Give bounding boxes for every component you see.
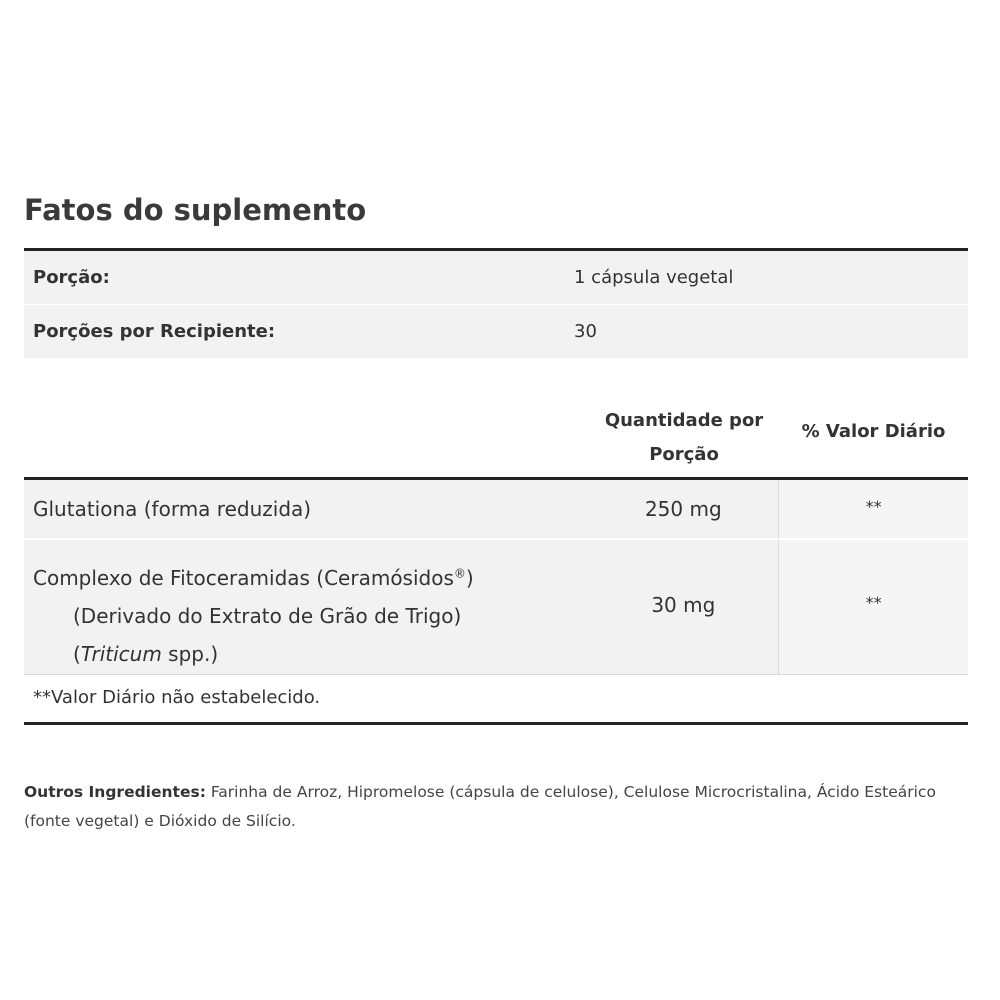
daily-value-footnote: **Valor Diário não estabelecido. — [24, 674, 968, 722]
serving-size-row — [24, 251, 968, 305]
serving-size-label: Porção: — [33, 267, 110, 288]
name-line3-rest: spp.) — [161, 641, 219, 666]
scientific-name: Triticum — [80, 641, 162, 666]
page-title: Fatos do suplemento — [24, 193, 367, 227]
servings-per-container-label: Porções por Recipiente: — [33, 321, 276, 342]
servings-per-container-value: 30 — [574, 321, 597, 342]
nutrient-amount: 30 mg — [651, 593, 716, 617]
amount-per-serving-header — [589, 404, 779, 472]
other-ingredients-text: Farinha de Arroz, Hipromelose (cápsula de celulose), Celulose Microcristalina, Ácido Esteárico (fonte vegetal) e Dióxido de Silício. — [24, 782, 936, 830]
registered-mark: ® — [453, 566, 466, 580]
amount-header-line2: Porção — [649, 444, 719, 465]
table-row — [24, 540, 968, 674]
nutrient-daily-value: ** — [778, 540, 968, 674]
name-line1-text: Complexo de Fitoceramidas (Ceramósidos — [33, 565, 454, 590]
serving-table — [24, 248, 968, 359]
other-ingredients — [24, 778, 974, 836]
nutrient-name-line1 — [33, 566, 474, 590]
name-line1-end: ) — [465, 565, 474, 590]
nutrient-name — [24, 540, 588, 674]
nutrient-name: Glutationa (forma reduzida) — [33, 497, 312, 521]
nutrient-daily-value: ** — [778, 480, 968, 538]
serving-size-value: 1 cápsula vegetal — [574, 267, 734, 288]
nutrient-table — [24, 477, 968, 725]
nutrient-name-line2: (Derivado do Extrato de Grão de Trigo) — [73, 603, 462, 628]
nutrient-name-line3 — [33, 635, 588, 673]
daily-value-header: % Valor Diário — [801, 421, 946, 442]
name-line3-open: ( — [73, 641, 81, 666]
amount-header-line1: Quantidade por — [604, 410, 764, 431]
nutrient-table-header — [24, 398, 968, 478]
other-ingredients-label: Outros Ingredientes: — [24, 782, 206, 801]
nutrient-amount: 250 mg — [644, 497, 722, 521]
table-row — [24, 480, 968, 540]
servings-per-container-row — [24, 305, 968, 359]
